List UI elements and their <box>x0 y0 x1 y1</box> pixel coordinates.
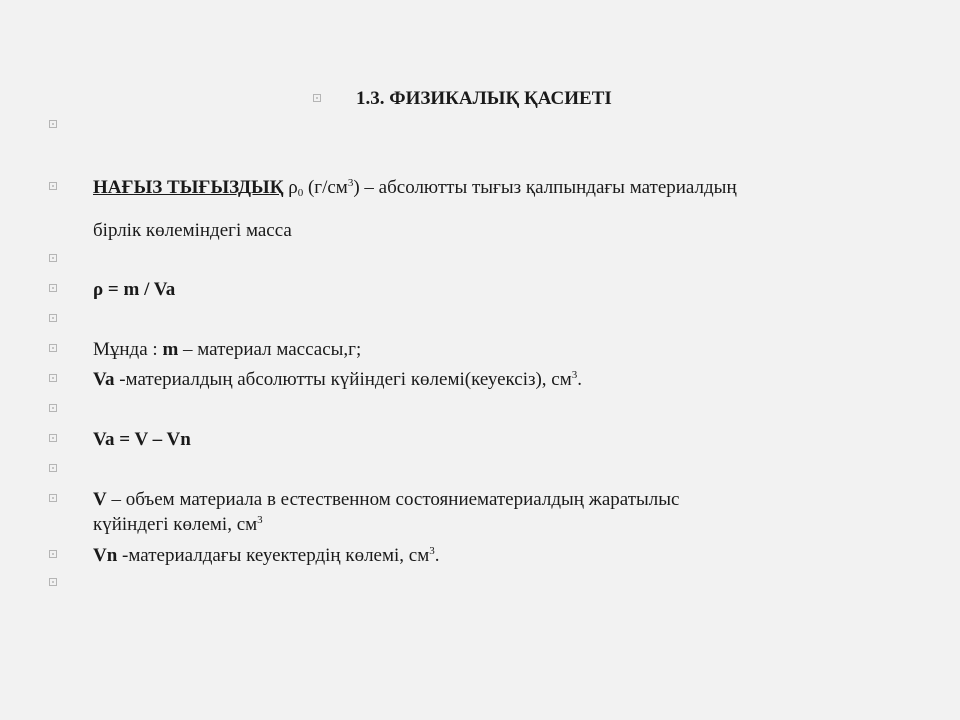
legend-vn-sup: 3 <box>429 545 435 557</box>
density-unit-sup: 3 <box>347 177 354 189</box>
bullet-marker <box>49 550 57 558</box>
legend-v <box>93 488 679 512</box>
bullet-marker <box>49 182 57 190</box>
density-term: НАҒЫЗ ТЫҒЫЗДЫҚ <box>93 177 284 198</box>
legend-vn-text: -материалдағы кеуектердің көлемі, см <box>122 545 430 566</box>
density-definition-text: – абсолютты тығыз қалпындағы материалдың <box>364 177 737 198</box>
bullet-marker <box>49 254 57 262</box>
legend-v-text-2: күйіндегі көлемі, см <box>93 514 258 535</box>
bullet-marker <box>313 94 321 102</box>
legend-m-prefix: Мұнда : <box>93 339 163 360</box>
bullet-marker <box>49 404 57 412</box>
legend-v-continuation <box>93 513 263 537</box>
bullet-marker <box>49 284 57 292</box>
legend-va-sup: 3 <box>571 369 578 381</box>
legend-vn-var: Vn <box>93 545 118 566</box>
density-definition-continuation: бірлік көлеміндегі масса <box>93 220 292 241</box>
density-subscript: 0 <box>297 187 304 199</box>
bullet-marker <box>49 120 57 128</box>
formula-density-symbol: ρ <box>93 279 104 300</box>
formula-density-rest: = m / Va <box>107 279 176 300</box>
density-unit: (г/см <box>307 177 348 198</box>
bullet-marker <box>49 374 57 382</box>
slide-title: 1.3. ФИЗИКАЛЫҚ ҚАСИЕТІ <box>356 88 612 109</box>
bullet-marker <box>49 434 57 442</box>
legend-v-var: V <box>93 489 107 510</box>
legend-vn-end: . <box>434 545 440 566</box>
bullet-marker <box>49 464 57 472</box>
legend-va-var: Va <box>93 369 115 390</box>
bullet-marker <box>49 344 57 352</box>
formula-density <box>93 278 175 302</box>
legend-va-end: . <box>577 369 583 390</box>
legend-v-text: – объем материала в естественном состояниематериалдың жаратылыс <box>111 489 680 510</box>
density-unit-close: ) <box>353 177 360 198</box>
legend-va-text: -материалдың абсолютты күйіндегі көлемі(кеуексіз), см <box>119 369 572 390</box>
bullet-marker <box>49 578 57 586</box>
bullet-marker <box>49 494 57 502</box>
density-definition-line <box>93 176 737 200</box>
legend-v-sup: 3 <box>257 514 263 526</box>
legend-m <box>93 338 361 362</box>
legend-m-var: m <box>162 339 179 360</box>
legend-vn <box>93 544 440 568</box>
legend-m-text: – материал массасы,г; <box>183 339 362 360</box>
density-symbol: ρ <box>288 177 298 198</box>
formula-volume: Va = V – Vn <box>93 429 191 450</box>
legend-va <box>93 368 582 392</box>
bullet-marker <box>49 314 57 322</box>
